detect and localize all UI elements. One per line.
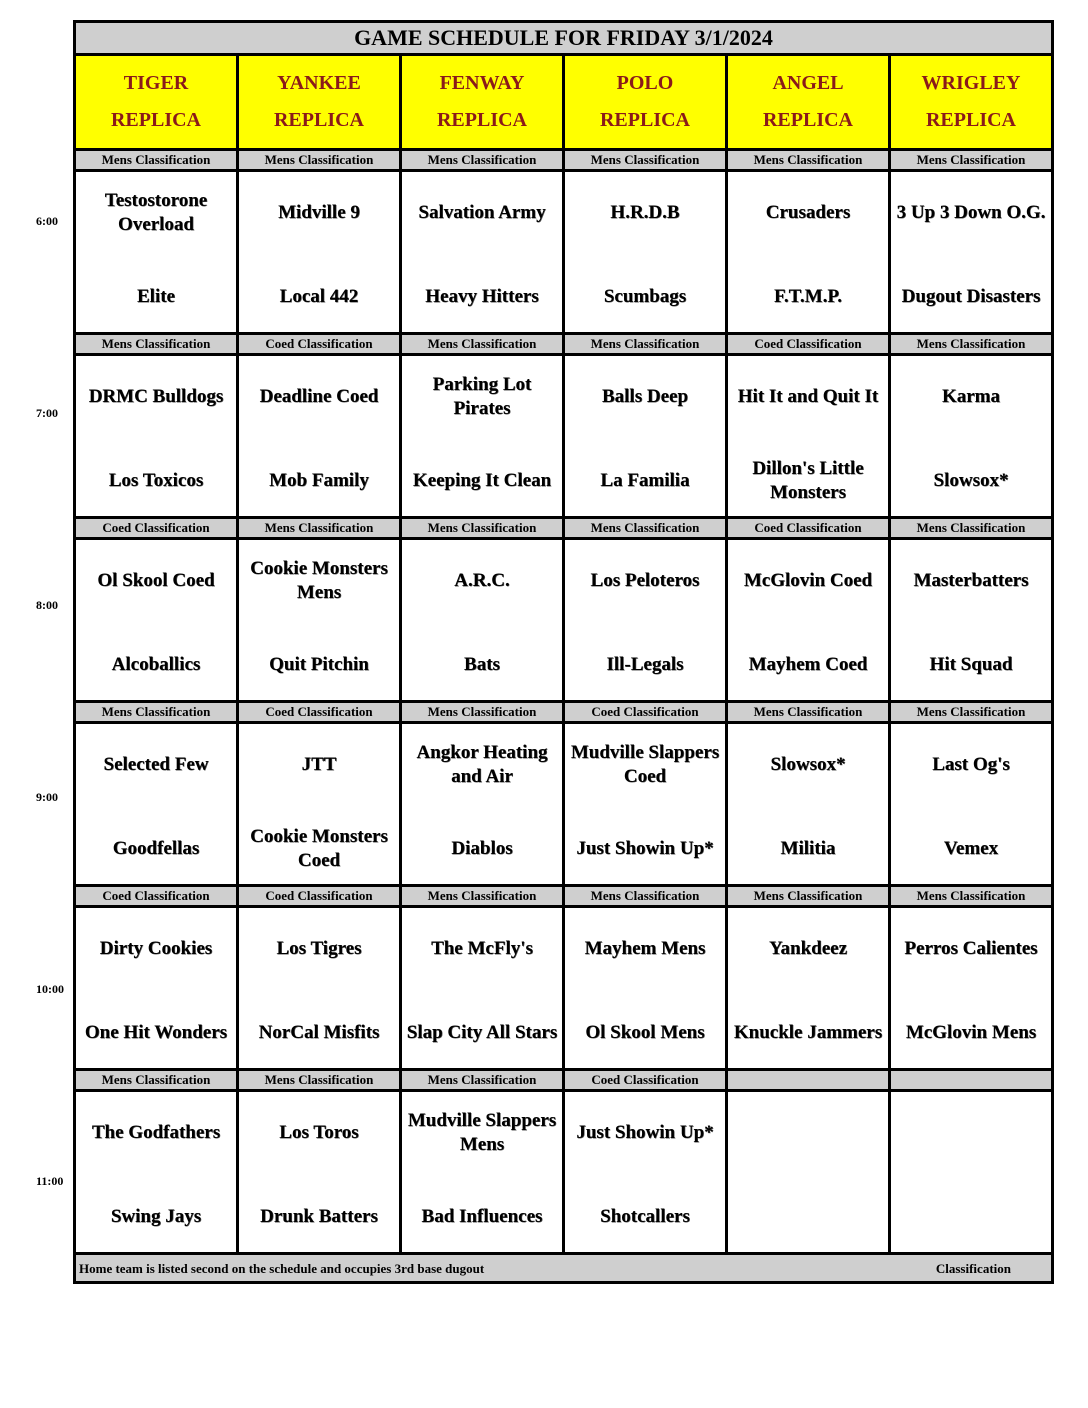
- classification-label: Coed Classification: [564, 702, 727, 723]
- game-cell: [238, 723, 401, 886]
- game-cell: [564, 539, 727, 702]
- home-team: Dugout Disasters: [901, 286, 1041, 307]
- home-team: Slap City All Stars: [406, 1022, 558, 1043]
- footer-note: Home team is listed second on the schedule and occupies 3rd base dugout: [79, 1261, 485, 1276]
- game-cell: [75, 539, 238, 702]
- classification-label: Coed Classification: [75, 518, 238, 539]
- home-team: Bad Influences: [421, 1206, 543, 1227]
- classification-label: Mens Classification: [401, 150, 564, 171]
- away-team: Deadline Coed: [259, 386, 379, 407]
- classification-label: Mens Classification: [564, 518, 727, 539]
- game-cell: [564, 907, 727, 1070]
- classification-label: Mens Classification: [401, 518, 564, 539]
- game-cell: [401, 171, 564, 334]
- away-team: Karma: [941, 386, 1001, 407]
- game-cell: [564, 723, 727, 886]
- classification-label: Mens Classification: [727, 702, 890, 723]
- field-name: FENWAY: [439, 72, 525, 94]
- game-cell: [564, 1091, 727, 1254]
- time-label: 11:00: [36, 1174, 64, 1188]
- away-team: A.R.C.: [454, 570, 510, 591]
- field-subtitle: REPLICA: [925, 109, 1016, 131]
- classification-label: Mens Classification: [890, 518, 1053, 539]
- classification-label: Coed Classification: [238, 886, 401, 907]
- game-cell: [401, 355, 564, 518]
- classification-label: Mens Classification: [727, 150, 890, 171]
- away-team: Just Showin Up*: [576, 1122, 714, 1143]
- classification-label: Mens Classification: [890, 150, 1053, 171]
- home-team: Swing Jays: [110, 1206, 202, 1227]
- away-team: Los Toros: [279, 1122, 359, 1143]
- away-team: McGlovin Coed: [743, 570, 873, 591]
- game-cell: [401, 723, 564, 886]
- home-team: Cookie Monsters Coed: [250, 826, 388, 871]
- field-subtitle: REPLICA: [599, 109, 690, 131]
- time-label: 8:00: [36, 598, 58, 612]
- away-team: Masterbatters: [913, 570, 1029, 591]
- field-header: [727, 55, 890, 150]
- game-cell: [238, 355, 401, 518]
- classification-label: Mens Classification: [890, 886, 1053, 907]
- home-team: La Familia: [600, 470, 690, 491]
- footer-classification: Classification: [935, 1261, 1011, 1276]
- time-label: 10:00: [36, 982, 64, 996]
- away-team: Cookie Monsters Mens: [250, 558, 388, 603]
- classification-label: Mens Classification: [238, 1070, 401, 1091]
- game-cell: [727, 1091, 890, 1254]
- away-team: [728, 1106, 888, 1160]
- classification-label: Mens Classification: [890, 702, 1053, 723]
- home-team: Diablos: [451, 838, 513, 859]
- footer: [75, 1254, 1053, 1283]
- home-team: Mob Family: [269, 470, 369, 491]
- game-cell: [564, 355, 727, 518]
- away-team: Testostorone Overload: [104, 190, 208, 235]
- field-subtitle: REPLICA: [273, 109, 364, 131]
- game-row: [75, 171, 1053, 334]
- classification-label: Mens Classification: [75, 1070, 238, 1091]
- home-team: [728, 1190, 888, 1244]
- game-cell: [727, 355, 890, 518]
- away-team: 3 Up 3 Down O.G.: [896, 202, 1046, 223]
- field-name: ANGEL: [772, 72, 844, 94]
- time-label: 9:00: [36, 790, 58, 804]
- field-header: [890, 55, 1053, 150]
- classification-row: [75, 334, 1053, 355]
- field-header: [75, 55, 238, 150]
- game-cell: [75, 723, 238, 886]
- home-team: NorCal Misfits: [258, 1022, 380, 1043]
- game-cell: [890, 1091, 1053, 1254]
- away-team: Yankdeez: [768, 938, 848, 959]
- field-header: [401, 55, 564, 150]
- away-team: H.R.D.B: [610, 202, 680, 223]
- away-team: Angkor Heating and Air: [416, 742, 548, 787]
- game-cell: [890, 907, 1053, 1070]
- classification-label: [890, 1070, 1053, 1091]
- classification-label: Mens Classification: [75, 702, 238, 723]
- away-team: Selected Few: [103, 754, 209, 775]
- home-team: Local 442: [279, 286, 359, 307]
- classification-label: Coed Classification: [727, 334, 890, 355]
- classification-label: Coed Classification: [727, 518, 890, 539]
- classification-label: Mens Classification: [564, 334, 727, 355]
- game-row: [75, 723, 1053, 886]
- home-team: F.T.M.P.: [774, 286, 842, 307]
- game-cell: [238, 171, 401, 334]
- away-team: Hit It and Quit It: [737, 386, 879, 407]
- game-cell: [75, 1091, 238, 1254]
- game-cell: [564, 171, 727, 334]
- away-team: Los Tigres: [276, 938, 362, 959]
- game-cell: [238, 907, 401, 1070]
- game-cell: [890, 171, 1053, 334]
- field-name: TIGER: [123, 72, 189, 94]
- classification-label: Mens Classification: [238, 518, 401, 539]
- home-team: Just Showin Up*: [576, 838, 714, 859]
- home-team: [891, 1190, 1051, 1244]
- home-team: McGlovin Mens: [905, 1022, 1037, 1043]
- game-cell: [890, 723, 1053, 886]
- field-subtitle: REPLICA: [762, 109, 853, 131]
- away-team: Los Peloteros: [590, 570, 700, 591]
- home-team: Vemex: [943, 838, 999, 859]
- away-team: Balls Deep: [601, 386, 689, 407]
- game-cell: [75, 907, 238, 1070]
- home-team: Militia: [780, 838, 836, 859]
- game-row: [75, 355, 1053, 518]
- away-team: DRMC Bulldogs: [88, 386, 224, 407]
- classification-label: Mens Classification: [727, 886, 890, 907]
- home-team: Keeping It Clean: [412, 470, 552, 491]
- away-team: Last Og's: [932, 754, 1010, 775]
- classification-label: [727, 1070, 890, 1091]
- away-team: Salvation Army: [418, 202, 546, 223]
- game-cell: [727, 723, 890, 886]
- game-cell: [401, 539, 564, 702]
- classification-label: Mens Classification: [75, 334, 238, 355]
- classification-label: Coed Classification: [75, 886, 238, 907]
- classification-label: Coed Classification: [564, 1070, 727, 1091]
- home-team: Drunk Batters: [260, 1206, 378, 1227]
- home-team: Heavy Hitters: [425, 286, 539, 307]
- time-label: 7:00: [36, 406, 58, 420]
- away-team: Mayhem Mens: [584, 938, 706, 959]
- away-team: Perros Calientes: [904, 938, 1038, 959]
- away-team: Crusaders: [765, 202, 851, 223]
- classification-label: Mens Classification: [401, 702, 564, 723]
- fields-row: [75, 55, 1053, 150]
- game-cell: [238, 1091, 401, 1254]
- home-team: Ol Skool Mens: [585, 1022, 705, 1043]
- away-team: Midville 9: [278, 202, 360, 223]
- home-team: Goodfellas: [112, 838, 200, 859]
- classification-label: Mens Classification: [401, 1070, 564, 1091]
- home-team: One Hit Wonders: [84, 1022, 228, 1043]
- field-name: YANKEE: [277, 72, 361, 94]
- away-team: Mudville Slappers Mens: [407, 1110, 557, 1155]
- away-team: Mudville Slappers Coed: [570, 742, 720, 787]
- home-team: Hit Squad: [929, 654, 1013, 675]
- classification-label: Mens Classification: [238, 150, 401, 171]
- game-cell: [890, 355, 1053, 518]
- home-team: Slowsox*: [933, 470, 1009, 491]
- game-cell: [75, 355, 238, 518]
- classification-label: Mens Classification: [564, 886, 727, 907]
- game-cell: [401, 1091, 564, 1254]
- home-team: Knuckle Jammers: [733, 1022, 883, 1043]
- away-team: Slowsox*: [770, 754, 846, 775]
- game-cell: [75, 171, 238, 334]
- game-row: [75, 539, 1053, 702]
- classification-row: [75, 518, 1053, 539]
- classification-row: [75, 702, 1053, 723]
- away-team: Dirty Cookies: [99, 938, 213, 959]
- home-team: Elite: [137, 286, 175, 307]
- time-label: 6:00: [36, 214, 58, 228]
- away-team: The Godfathers: [91, 1122, 221, 1143]
- classification-row: [75, 150, 1053, 171]
- classification-row: [75, 886, 1053, 907]
- classification-label: Mens Classification: [564, 150, 727, 171]
- game-cell: [890, 539, 1053, 702]
- home-team: Los Toxicos: [108, 470, 204, 491]
- field-name: POLO: [616, 72, 674, 94]
- field-name: WRIGLEY: [921, 72, 1021, 94]
- schedule-title: GAME SCHEDULE FOR FRIDAY 3/1/2024: [75, 22, 1053, 55]
- away-team: Ol Skool Coed: [97, 570, 215, 591]
- game-cell: [238, 539, 401, 702]
- away-team: JTT: [301, 754, 337, 775]
- classification-label: Coed Classification: [238, 334, 401, 355]
- game-cell: [727, 907, 890, 1070]
- home-team: Alcoballics: [111, 654, 201, 675]
- away-team: Parking Lot Pirates: [432, 374, 532, 419]
- classification-row: [75, 1070, 1053, 1091]
- home-team: Ill-Legals: [606, 654, 684, 675]
- game-cell: [401, 907, 564, 1070]
- game-row: [75, 907, 1053, 1070]
- schedule-table: [73, 20, 1054, 1284]
- home-team: Shotcallers: [600, 1206, 690, 1227]
- away-team: The McFly's: [431, 938, 533, 959]
- classification-label: Mens Classification: [401, 886, 564, 907]
- field-subtitle: REPLICA: [436, 109, 527, 131]
- game-cell: [727, 171, 890, 334]
- home-team: Bats: [464, 654, 500, 675]
- classification-label: Mens Classification: [890, 334, 1053, 355]
- classification-label: Coed Classification: [238, 702, 401, 723]
- home-team: Scumbags: [603, 286, 687, 307]
- home-team: Dillon's Little Monsters: [752, 458, 864, 503]
- home-team: Quit Pitchin: [269, 654, 369, 675]
- game-cell: [727, 539, 890, 702]
- game-row: [75, 1091, 1053, 1254]
- field-header: [564, 55, 727, 150]
- classification-label: Mens Classification: [75, 150, 238, 171]
- away-team: [891, 1106, 1051, 1160]
- field-header: [238, 55, 401, 150]
- classification-label: Mens Classification: [401, 334, 564, 355]
- home-team: Mayhem Coed: [748, 654, 868, 675]
- field-subtitle: REPLICA: [110, 109, 201, 131]
